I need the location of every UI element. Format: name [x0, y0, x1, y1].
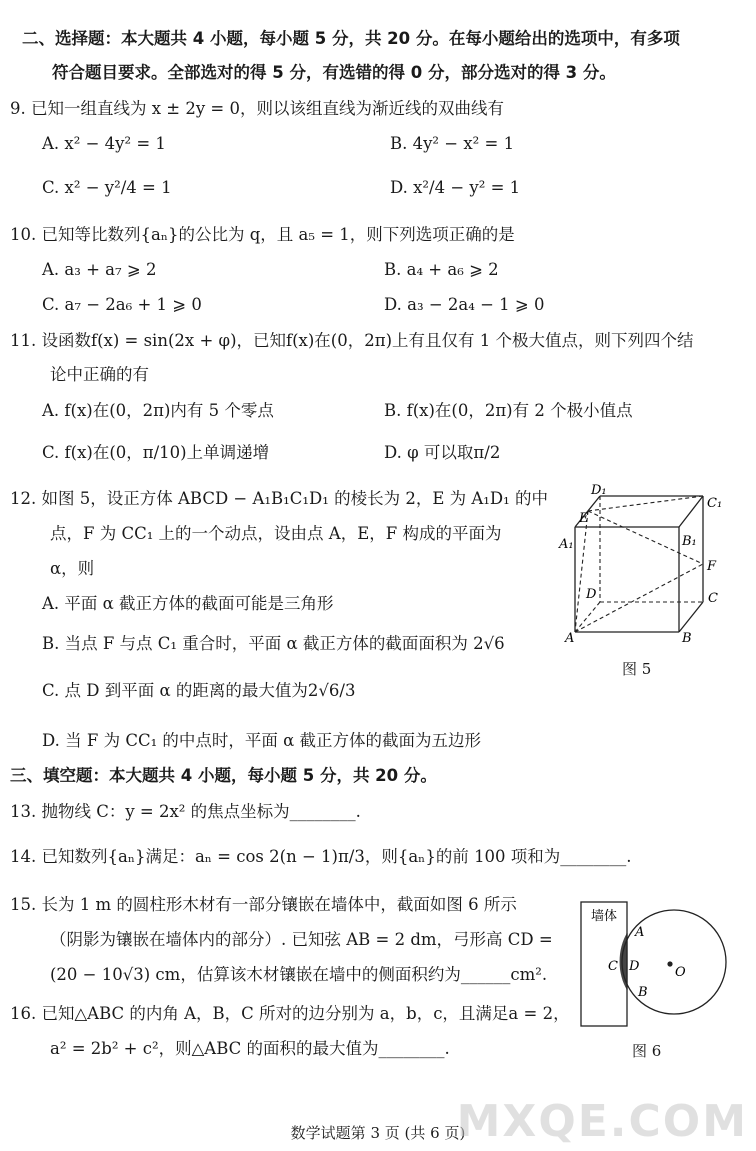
question-11-stem: 11. 设函数f(x) = sin(2x + φ)，已知f(x)在(0，2π)上有且仅有 1 个极大值点，则下列四个结	[10, 331, 694, 350]
q10-option-b: B. a₄ + a₆ ⩾ 2	[384, 260, 499, 279]
q9-option-a: A. x² − 4y² = 1	[42, 134, 166, 153]
fig6-label-c: C	[608, 959, 618, 974]
question-16-stem: 16. 已知△ABC 的内角 A，B，C 所对的边分别为 a，b，c，且满足a = 2，	[10, 1004, 570, 1023]
q9-option-d: D. x²/4 − y² = 1	[390, 178, 521, 197]
section-3-heading: 三、填空题：本大题共 4 小题，每小题 5 分，共 20 分。	[10, 766, 437, 785]
q9-option-c: C. x² − y²/4 = 1	[42, 178, 172, 197]
figure-5-cube	[555, 482, 740, 657]
fig5-label-a1: A₁	[559, 537, 574, 552]
fig6-label-o: O	[675, 965, 686, 980]
fig5-label-f: F	[707, 559, 717, 574]
q11-option-c: C. f(x)在(0，π/10)上单调递增	[42, 443, 270, 462]
page-footer: 数学试题第 3 页 (共 6 页)	[290, 1124, 466, 1142]
watermark-text: MXQE.COM	[456, 1096, 748, 1147]
q12-option-a: A. 平面 α 截正方体的截面可能是三角形	[42, 594, 334, 613]
q10-option-d: D. a₃ − 2a₄ − 1 ⩾ 0	[384, 295, 545, 314]
question-15-stem: 15. 长为 1 m 的圆柱形木材有一部分镶嵌在墙体中，截面如图 6 所示	[10, 895, 517, 914]
question-15-stem-cont1: （阴影为镶嵌在墙体内的部分）. 已知弦 AB = 2 dm，弓形高 CD =	[50, 930, 553, 949]
question-12-stem-cont1: 点，F 为 CC₁ 上的一个动点，设由点 A，E，F 构成的平面为	[50, 524, 502, 543]
fig5-label-d1: D₁	[591, 483, 607, 498]
question-15-stem-cont2: (20 − 10√3) cm，估算该木材镶嵌在墙中的侧面积约为______cm².	[50, 965, 548, 984]
section-2-heading: 二、选择题：本大题共 4 小题，每小题 5 分，共 20 分。在每小题给出的选项中，有多项	[22, 29, 680, 48]
figure-6-wall-log	[578, 898, 728, 1033]
question-12-stem: 12. 如图 5，设正方体 ABCD − A₁B₁C₁D₁ 的棱长为 2，E 为 A₁D₁ 的中	[10, 489, 548, 508]
fig6-label-b: B	[638, 985, 648, 1000]
q11-option-a: A. f(x)在(0，2π)内有 5 个零点	[42, 401, 274, 420]
question-16-stem-cont: a² = 2b² + c²，则△ABC 的面积的最大值为________.	[50, 1039, 450, 1058]
question-11-stem-cont: 论中正确的有	[50, 365, 149, 384]
q10-option-a: A. a₃ + a₇ ⩾ 2	[42, 260, 157, 279]
fig5-label-e: E	[579, 511, 589, 526]
fig5-label-c: C	[708, 591, 718, 606]
figure-6-caption: 图 6	[632, 1042, 662, 1060]
q11-option-d: D. φ 可以取π/2	[384, 443, 501, 462]
question-13: 13. 抛物线 C：y = 2x² 的焦点坐标为________.	[10, 802, 361, 821]
figure-5-caption: 图 5	[622, 660, 652, 678]
fig6-wall-label: 墙体	[591, 909, 618, 924]
fig5-label-b1: B₁	[682, 534, 697, 549]
q12-option-c: C. 点 D 到平面 α 的距离的最大值为2√6/3	[42, 681, 356, 700]
fig6-label-a: A	[635, 925, 645, 940]
fig6-label-d: D	[629, 959, 640, 974]
question-12-stem-cont2: α，则	[50, 559, 95, 578]
question-14: 14. 已知数列{aₙ}满足：aₙ = cos 2(n − 1)π/3，则{aₙ}的前 100 项和为________.	[10, 847, 632, 866]
question-9-stem: 9. 已知一组直线为 x ± 2y = 0，则以该组直线为渐近线的双曲线有	[10, 99, 504, 118]
q12-option-b: B. 当点 F 与点 C₁ 重合时，平面 α 截正方体的截面面积为 2√6	[42, 634, 505, 653]
fig5-label-a: A	[565, 631, 575, 646]
fig5-label-c1: C₁	[707, 496, 723, 511]
section-2-heading-cont: 符合题目要求。全部选对的得 5 分，有选错的得 0 分，部分选对的得 3 分。	[52, 63, 616, 82]
q11-option-b: B. f(x)在(0，2π)有 2 个极小值点	[384, 401, 633, 420]
question-10-stem: 10. 已知等比数列{aₙ}的公比为 q，且 a₅ = 1，则下列选项正确的是	[10, 225, 515, 244]
q10-option-c: C. a₇ − 2a₆ + 1 ⩾ 0	[42, 295, 202, 314]
q12-option-d: D. 当 F 为 CC₁ 的中点时，平面 α 截正方体的截面为五边形	[42, 731, 482, 750]
fig5-label-b: B	[682, 631, 692, 646]
q9-option-b: B. 4y² − x² = 1	[390, 134, 515, 153]
fig5-label-d: D	[586, 587, 597, 602]
